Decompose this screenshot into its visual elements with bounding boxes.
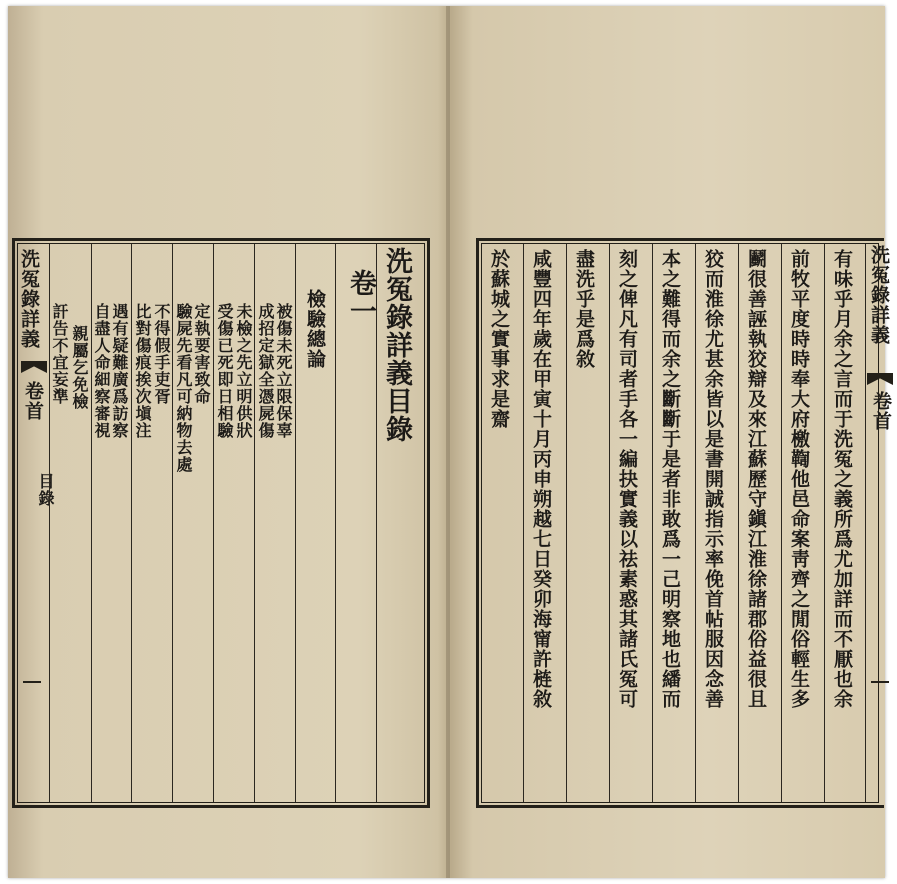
column-rule [738,244,739,802]
fish-tail-mark [21,361,47,373]
text-column: 於蘇城之實事求是齋 [488,249,510,429]
text-column: 刻之俾凡有司者手各一編抉實義以祛素惑其諸氏冤可 [616,249,638,709]
text-column: 鬬很善誣執狡辯及來江蘇歷守鎭江淮徐諸郡俗益很且 [745,249,767,709]
page-title: 洗冤錄詳義目錄 [381,247,412,443]
column-rule [566,244,567,802]
left-page-number [23,681,41,683]
text-column: 咸豐四年歲在甲寅十月丙申朔越七日癸卯海甯許梿敘 [530,249,552,709]
column-rule [695,244,696,802]
column-rule [781,244,782,802]
column-rule [865,244,866,802]
column-rule [376,244,377,802]
text-column: 前牧平度時時奉大府檄鞫他邑命案靑齊之閒俗輕生多 [788,249,810,709]
entry-line: 自盡人命細察審視 [92,303,111,439]
column-rule [213,244,214,802]
entry-line: 受傷已死即日相驗 [215,303,234,439]
fish-tail-mark [867,373,893,385]
right-page-number [871,681,889,683]
entry-line: 被傷未死立限保辜 [274,303,293,439]
column-rule [131,244,132,802]
book-spine [446,6,450,878]
text-column: 盡洗乎是爲敘 [573,249,595,369]
left-margin-section: 目錄 [36,473,55,507]
entry-line: 定執要害致命 [192,303,211,405]
right-margin-title: 洗冤錄詳義 [868,245,890,345]
column-rule [172,244,173,802]
open-book [8,6,892,878]
entry-line: 遇有疑難廣爲訪察 [110,303,129,439]
column-rule [824,244,825,802]
volume-heading: 卷一 [345,269,376,325]
entry-line: 未檢之先立明供狀 [234,303,253,439]
column-rule [652,244,653,802]
text-column: 本之難得而余之斷斷于是者非敢爲一己明察地也繙而 [659,249,681,709]
text-column: 狡而淮徐尤甚余皆以是書開誠指示率俛首帖服因念善 [702,249,724,709]
entry-line: 不得假手吏胥 [152,303,171,405]
left-margin-title: 洗冤錄詳義 [18,249,40,349]
column-rule [523,244,524,802]
left-page-frame [12,238,430,808]
column-rule [254,244,255,802]
left-margin-volume: 卷首 [22,381,44,421]
text-column: 有味乎月余之言而于洗冤之義所爲尤加詳而不厭也余 [831,249,853,709]
right-margin-volume: 卷首 [870,391,892,431]
entry-line: 驗屍先看凡可納物去處 [174,303,193,473]
entry-line: 成招定獄全憑屍傷 [256,303,275,439]
entry-line: 比對傷痕挨次塡注 [133,303,152,439]
entry-line: 訐告不宜妄準 [50,303,69,405]
column-rule [295,244,296,802]
right-page-frame [476,238,892,808]
entry-line: 親屬乞免檢 [70,325,89,410]
section-heading: 檢驗總論 [304,289,326,369]
column-rule [609,244,610,802]
column-rule [335,244,336,802]
